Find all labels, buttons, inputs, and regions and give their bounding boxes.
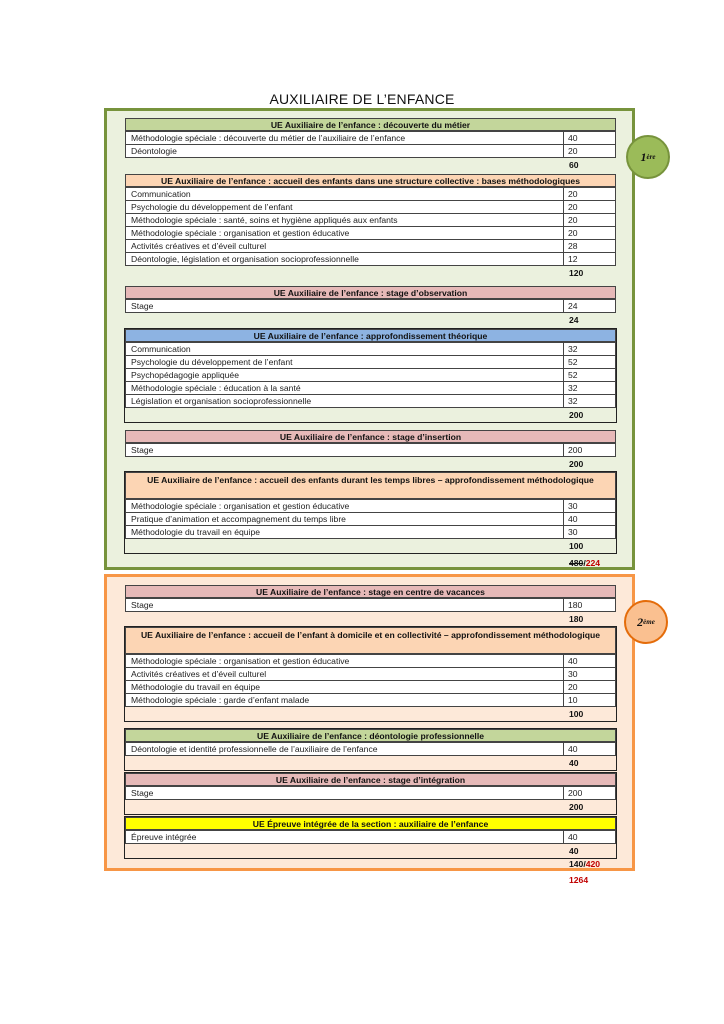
- table-row: [126, 300, 616, 313]
- table-row: [126, 132, 616, 145]
- ue-total: 60: [569, 160, 579, 170]
- ue-card: [125, 729, 616, 770]
- course-hours: 30: [564, 668, 616, 681]
- course-label: Stage: [126, 787, 564, 800]
- ue-card: [125, 773, 616, 814]
- ue-table: [125, 786, 616, 800]
- year1-total-struck: 480: [569, 558, 584, 568]
- table-row: [126, 787, 616, 800]
- table-row: [126, 356, 616, 369]
- ue-header: UE Auxiliaire de l’enfance : stage d’insertion: [125, 430, 616, 443]
- table-row: [126, 214, 616, 227]
- course-hours: 200: [564, 444, 616, 457]
- course-label: Méthodologie spéciale : organisation et gestion éducative: [126, 227, 564, 240]
- course-label: Législation et organisation socioprofessionnelle: [126, 395, 564, 408]
- ue-header: UE Auxiliaire de l’enfance : stage d’observation: [125, 286, 616, 299]
- course-hours: 28: [564, 240, 616, 253]
- grand-total: 1264: [569, 875, 589, 885]
- ue-card: [125, 174, 616, 280]
- ue-total: 200: [569, 459, 584, 469]
- table-row: [126, 253, 616, 266]
- ue-table: [125, 598, 616, 612]
- table-row: [126, 513, 616, 526]
- year2-total-separator: /: [583, 859, 586, 869]
- course-hours: 24: [564, 300, 616, 313]
- course-hours: 52: [564, 356, 616, 369]
- course-hours: 20: [564, 188, 616, 201]
- course-hours: 20: [564, 681, 616, 694]
- course-label: Méthodologie spéciale : garde d’enfant malade: [126, 694, 564, 707]
- ue-table: [125, 299, 616, 313]
- year1-badge-suffix: ère: [646, 153, 656, 161]
- ue-card: [125, 329, 616, 422]
- course-label: Méthodologie spéciale : découverte du métier de l’auxiliaire de l’enfance: [126, 132, 564, 145]
- ue-header: UE Auxiliaire de l’enfance : stage d’intégration: [125, 773, 616, 786]
- course-hours: 40: [564, 831, 616, 844]
- ue-table: [125, 131, 616, 158]
- ue-card: [125, 585, 616, 626]
- course-hours: 30: [564, 526, 616, 539]
- course-label: Déontologie: [126, 145, 564, 158]
- year2-total-plain: 140: [569, 859, 584, 869]
- ue-table: [125, 443, 616, 457]
- course-label: Psychologie du développement de l’enfant: [126, 356, 564, 369]
- ue-table: [125, 499, 616, 539]
- ue-total: 40: [569, 846, 579, 856]
- table-row: [126, 201, 616, 214]
- course-hours: 10: [564, 694, 616, 707]
- ue-table: [125, 830, 616, 844]
- ue-total: 200: [569, 410, 584, 420]
- course-hours: 20: [564, 227, 616, 240]
- ue-total: 120: [569, 268, 584, 278]
- course-label: Psychologie du développement de l’enfant: [126, 201, 564, 214]
- table-row: [126, 145, 616, 158]
- table-row: [126, 395, 616, 408]
- table-row: [126, 599, 616, 612]
- year1-total-separator: /: [583, 558, 586, 568]
- year1-badge: [626, 135, 670, 179]
- table-row: [126, 227, 616, 240]
- ue-header: UE Auxiliaire de l’enfance : accueil des enfants dans une structure collective : bases méthodologiques: [125, 174, 616, 187]
- course-label: Communication: [126, 188, 564, 201]
- table-row: [126, 743, 616, 756]
- course-label: Stage: [126, 444, 564, 457]
- ue-card: [125, 286, 616, 327]
- ue-total: 40: [569, 758, 579, 768]
- course-label: Déontologie et identité professionnelle de l’auxiliaire de l’enfance: [126, 743, 564, 756]
- table-row: [126, 343, 616, 356]
- ue-card: [125, 118, 616, 172]
- table-row: [126, 188, 616, 201]
- ue-table: [125, 187, 616, 266]
- course-label: Stage: [126, 300, 564, 313]
- year2-badge-suffix: ème: [643, 618, 655, 626]
- ue-header: UE Épreuve intégrée de la section : auxiliaire de l’enfance: [125, 817, 616, 830]
- course-hours: 40: [564, 743, 616, 756]
- ue-total: 180: [569, 614, 584, 624]
- course-label: Déontologie, législation et organisation socioprofessionnelle: [126, 253, 564, 266]
- ue-header: UE Auxiliaire de l’enfance : découverte du métier: [125, 118, 616, 131]
- table-row: [126, 668, 616, 681]
- course-hours: 32: [564, 343, 616, 356]
- table-row: [126, 831, 616, 844]
- course-hours: 20: [564, 214, 616, 227]
- ue-table: [125, 342, 616, 408]
- course-hours: 40: [564, 513, 616, 526]
- year2-total-red: 420: [585, 859, 601, 869]
- course-hours: 52: [564, 369, 616, 382]
- ue-total: 100: [569, 709, 584, 719]
- year2-total: [569, 858, 600, 870]
- course-hours: 20: [564, 145, 616, 158]
- course-label: Psychopédagogie appliquée: [126, 369, 564, 382]
- year2-badge: [624, 600, 668, 644]
- table-row: [126, 382, 616, 395]
- ue-header: UE Auxiliaire de l’enfance : stage en centre de vacances: [125, 585, 616, 598]
- table-row: [126, 681, 616, 694]
- ue-header: UE Auxiliaire de l’enfance : accueil des enfants durant les temps libres – approfondissement méthodologique: [125, 472, 616, 499]
- course-label: Méthodologie spéciale : organisation et gestion éducative: [126, 655, 564, 668]
- course-label: Stage: [126, 599, 564, 612]
- course-label: Épreuve intégrée: [126, 831, 564, 844]
- ue-card: [125, 430, 616, 471]
- table-row: [126, 444, 616, 457]
- year1-total: [569, 557, 600, 569]
- course-label: Communication: [126, 343, 564, 356]
- course-hours: 32: [564, 382, 616, 395]
- year2-badge-number: 2: [637, 614, 644, 629]
- ue-card: [125, 627, 616, 721]
- year1-total-red: 224: [585, 558, 601, 568]
- ue-total: 200: [569, 802, 584, 812]
- ue-header: UE Auxiliaire de l’enfance : accueil de l’enfant à domicile et en collectivité – approfondissement méthodologique: [125, 627, 616, 654]
- course-label: Méthodologie spéciale : santé, soins et hygiène appliqués aux enfants: [126, 214, 564, 227]
- course-label: Méthodologie spéciale : éducation à la santé: [126, 382, 564, 395]
- year1-badge-number: 1: [640, 149, 647, 164]
- course-hours: 180: [564, 599, 616, 612]
- table-row: [126, 526, 616, 539]
- table-row: [126, 500, 616, 513]
- table-row: [126, 694, 616, 707]
- ue-header: UE Auxiliaire de l’enfance : déontologie professionnelle: [125, 729, 616, 742]
- ue-card: [125, 817, 616, 858]
- course-hours: 12: [564, 253, 616, 266]
- table-row: [126, 369, 616, 382]
- course-hours: 20: [564, 201, 616, 214]
- course-label: Méthodologie spéciale : organisation et gestion éducative: [126, 500, 564, 513]
- page-title: AUXILIAIRE DE L’ENFANCE: [269, 91, 455, 107]
- course-label: Activités créatives et d’éveil culturel: [126, 240, 564, 253]
- course-label: Méthodologie du travail en équipe: [126, 526, 564, 539]
- course-label: Pratique d’animation et accompagnement du temps libre: [126, 513, 564, 526]
- course-label: Activités créatives et d’éveil culturel: [126, 668, 564, 681]
- course-hours: 30: [564, 500, 616, 513]
- ue-total: 24: [569, 315, 579, 325]
- ue-card: [125, 472, 616, 553]
- ue-header: UE Auxiliaire de l’enfance : approfondissement théorique: [125, 329, 616, 342]
- table-row: [126, 655, 616, 668]
- course-label: Méthodologie du travail en équipe: [126, 681, 564, 694]
- table-row: [126, 240, 616, 253]
- course-hours: 40: [564, 655, 616, 668]
- course-hours: 200: [564, 787, 616, 800]
- ue-table: [125, 654, 616, 707]
- course-hours: 32: [564, 395, 616, 408]
- ue-table: [125, 742, 616, 756]
- course-hours: 40: [564, 132, 616, 145]
- ue-total: 100: [569, 541, 584, 551]
